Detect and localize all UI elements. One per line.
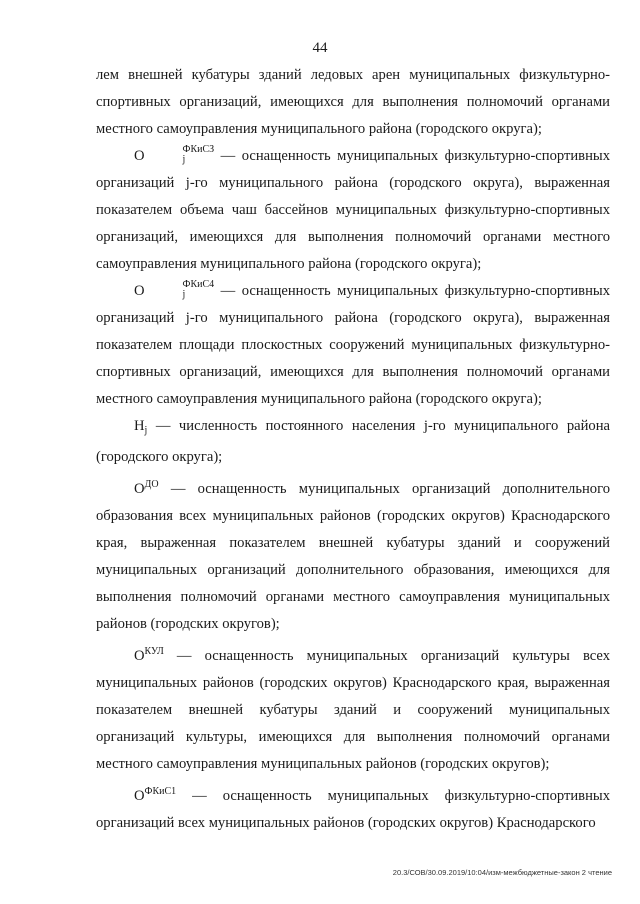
body-text xyxy=(96,62,610,837)
paragraph-text: лем внешней кубатуры зданий ледовых арен муниципальных физкультурно-спортивных организаций, имеющихся для выполнения полномочий органами местного самоуправления муниципального района (городского округа); xyxy=(96,67,610,137)
paragraph-text: — оснащенность муниципальных организаций дополнительного образования всех муниципальных районов (городских округов) Краснодарского края, выраженная показателем внешней кубатуры зданий и сооружений муниципальных организаций дополнительного образования, имеющихся для выполнения полномочий органами местного самоуправления муниципальных районов (городских округов); xyxy=(96,481,610,632)
paragraph-6 xyxy=(96,638,610,778)
paragraph-text: — оснащенность муниципальных физкультурно-спортивных организаций j-го муниципального района (городского округа), выраженная показателем объема чаш бассейнов муниципальных физкультурно-спортивных организаций, имеющихся для выполнения полномочий органами местного самоуправления муниципального района (городского округа); xyxy=(96,148,610,272)
paragraph-5 xyxy=(96,471,610,638)
paragraph-text: — численность постоянного населения j-го муниципального района (городского округа); xyxy=(96,418,610,465)
formula-symbol: $O^{ДО}$ xyxy=(134,479,159,497)
formula-symbol: O ФКиС4 j xyxy=(134,279,215,300)
paragraph-text: — оснащенность муниципальных физкультурно-спортивных организаций всех муниципальных районов (городских округов) Краснодарского xyxy=(96,788,610,831)
paragraph-2 xyxy=(96,143,610,278)
page-number: 44 xyxy=(312,40,328,56)
formula-symbol: O ФКиСЗ j xyxy=(134,144,215,165)
paragraph-3 xyxy=(96,278,610,413)
formula-symbol: $O^{КУЛ}$ xyxy=(134,646,164,664)
paragraph-text: — оснащенность муниципальных организаций культуры всех муниципальных районов (городских округов) Краснодарского края, выраженная показателем внешней кубатуры зданий и сооружений муниципальных организаций культуры, имеющихся для выполнения полномочий органами местного самоуправления муниципальных районов (городских округов); xyxy=(96,648,610,772)
paragraph-7 xyxy=(96,778,610,837)
paragraph-4 xyxy=(96,413,610,471)
paragraph-1 xyxy=(96,62,610,143)
formula-symbol: $H_j$ xyxy=(134,418,148,436)
formula-symbol: $O^{ФКиС1}$ xyxy=(134,786,177,804)
paragraph-text: — оснащенность муниципальных физкультурно-спортивных организаций j-го муниципального района (городского округа), выраженная показателем площади плоскостных сооружений муниципальных физкультурно-спортивных организаций, имеющихся для выполнения полномочий органами местного самоуправления муниципального района (городского округа); xyxy=(96,283,610,407)
document-footer: 20.3/СОВ/30.09.2019/10:04/изм-межбюджетные-закон 2 чтение xyxy=(392,868,612,877)
